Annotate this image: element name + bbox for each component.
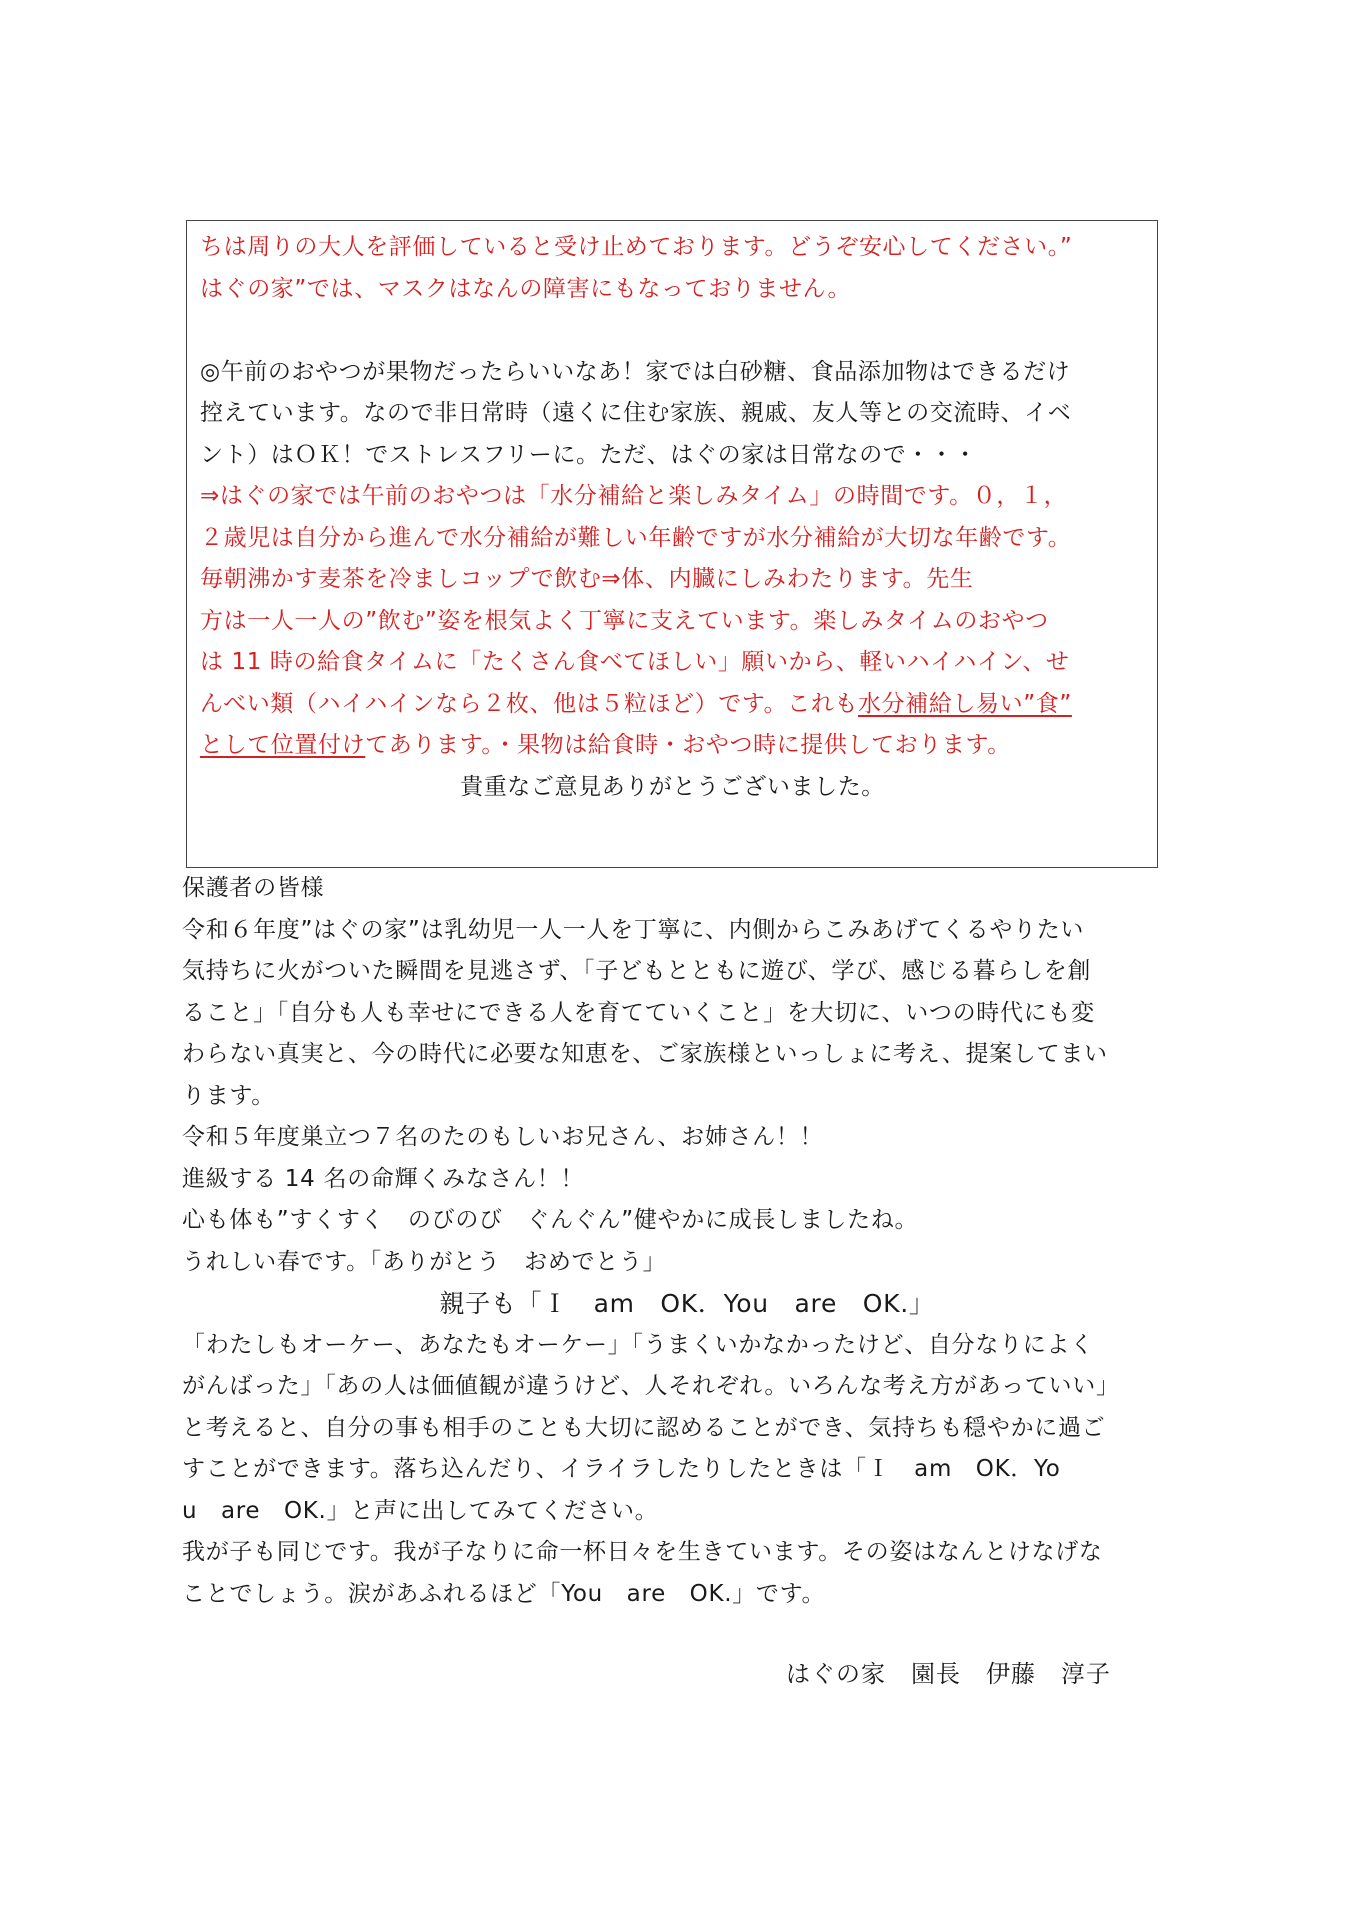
letter-line: すことができます。落ち込んだり、イライラしたりしたときは「Ｉ am OK．Yo: [182, 1456, 1061, 1482]
letter-line: 気持ちに火がついた瞬間を見逃さず、「子どもとともに遊び、学び、感じる暮らしを創: [182, 958, 1092, 984]
letter-line: 「わたしもオーケー、あなたもオーケー」「うまくいかなかったけど、自分なりによく: [182, 1331, 1094, 1358]
box-line: は 11 時の給食タイムに「たくさん食べてほしい」願いから、軽いハイハイン、せ: [200, 649, 1070, 675]
letter-line: と考えると、自分の事も相手のことも大切に認めることができ、気持ちも穏やかに過ご: [182, 1414, 1106, 1441]
box-line: ２歳児は自分から進んで水分補給が難しい年齢ですが水分補給が大切な年齢です。: [200, 524, 1072, 551]
signature: はぐの家 園長 伊藤 淳子: [786, 1660, 1111, 1688]
box-line-text: んべい類（ハイハインなら２枚、他は５粒ほど）です。これも: [200, 690, 859, 717]
underlined-text: 水分補給し易い”食”: [858, 690, 1072, 717]
box-line: ちは周りの大人を評価していると受け止めております。どうぞ安心してください。”: [200, 234, 1073, 260]
letter-line: わらない真実と、今の時代に必要な知恵を、ご家族様といっしょに考え、提案してまい: [182, 1041, 1108, 1067]
letter-body: [182, 868, 1172, 1615]
greeting: 保護者の皆様: [182, 875, 325, 901]
box-line: 控えています。なので非日常時（遠くに住む家族、親戚、友人等との交流時、イベ: [200, 400, 1072, 426]
box-line: ◎午前のおやつが果物だったらいいなあ！家では白砂糖、食品添加物はできるだけ: [200, 358, 1071, 385]
letter-line: 令和５年度巣立つ７名のたのもしいお兄さん、お姉さん！！: [182, 1124, 824, 1150]
letter-line: u are OK.」と声に出してみてください。: [182, 1497, 659, 1524]
section-heading: 親子も「Ｉ am OK．You are OK.」: [439, 1289, 935, 1318]
box-line: 毎朝沸かす麦茶を冷ましコップで飲む⇒体、内臓にしみわたります。先生: [200, 566, 974, 592]
reply-box: [186, 220, 1158, 868]
letter-line: 令和６年度”はぐの家”は乳幼児一人一人を丁寧に、内側からこみあげてくるやりたい: [182, 916, 1085, 943]
letter-line: 進級する 14 名の命輝くみなさん！！: [182, 1165, 585, 1192]
box-line: [200, 684, 1145, 726]
letter-line: 心も体も”すくすく のびのび ぐんぐん”健やかに成長しましたね。: [182, 1207, 919, 1233]
letter-line: ことでしょう。涙があふれるほど「You are OK.」です。: [182, 1580, 826, 1607]
blank-line: [200, 310, 1145, 352]
box-line: [200, 725, 1145, 767]
box-line: はぐの家”では、マスクはなんの障害にもなっておりません。: [200, 275, 852, 302]
box-line-text: てあります。・果物は給食時・おやつ時に提供しております。: [365, 732, 1011, 758]
box-line: ⇒はぐの家では午前のおやつは「水分補給と楽しみタイム」の時間です。０，１，: [200, 483, 1068, 509]
letter-line: うれしい春です。「ありがとう おめでとう」: [182, 1248, 667, 1275]
letter-line: 我が子も同じです。我が子なりに命一杯日々を生きています。その姿はなんとけなげな: [182, 1539, 1103, 1565]
letter-line: がんばった」「あの人は価値観が違うけど、人それぞれ。いろんな考え方があっていい」: [182, 1373, 1120, 1399]
box-line: ント）はＯＫ！でストレスフリーに。ただ、はぐの家は日常なので・・・: [200, 441, 978, 468]
letter-line: ること」「自分も人も幸せにできる人を育てていくこと」を大切に、いつの時代にも変: [182, 999, 1095, 1026]
thanks-line: 貴重なご意見ありがとうございました。: [460, 773, 885, 800]
underlined-text: として位置付け: [200, 732, 366, 758]
letter-line: ります。: [182, 1082, 275, 1109]
box-line: 方は一人一人の”飲む”姿を根気よく丁寧に支えています。楽しみタイムのおやつ: [200, 607, 1049, 634]
